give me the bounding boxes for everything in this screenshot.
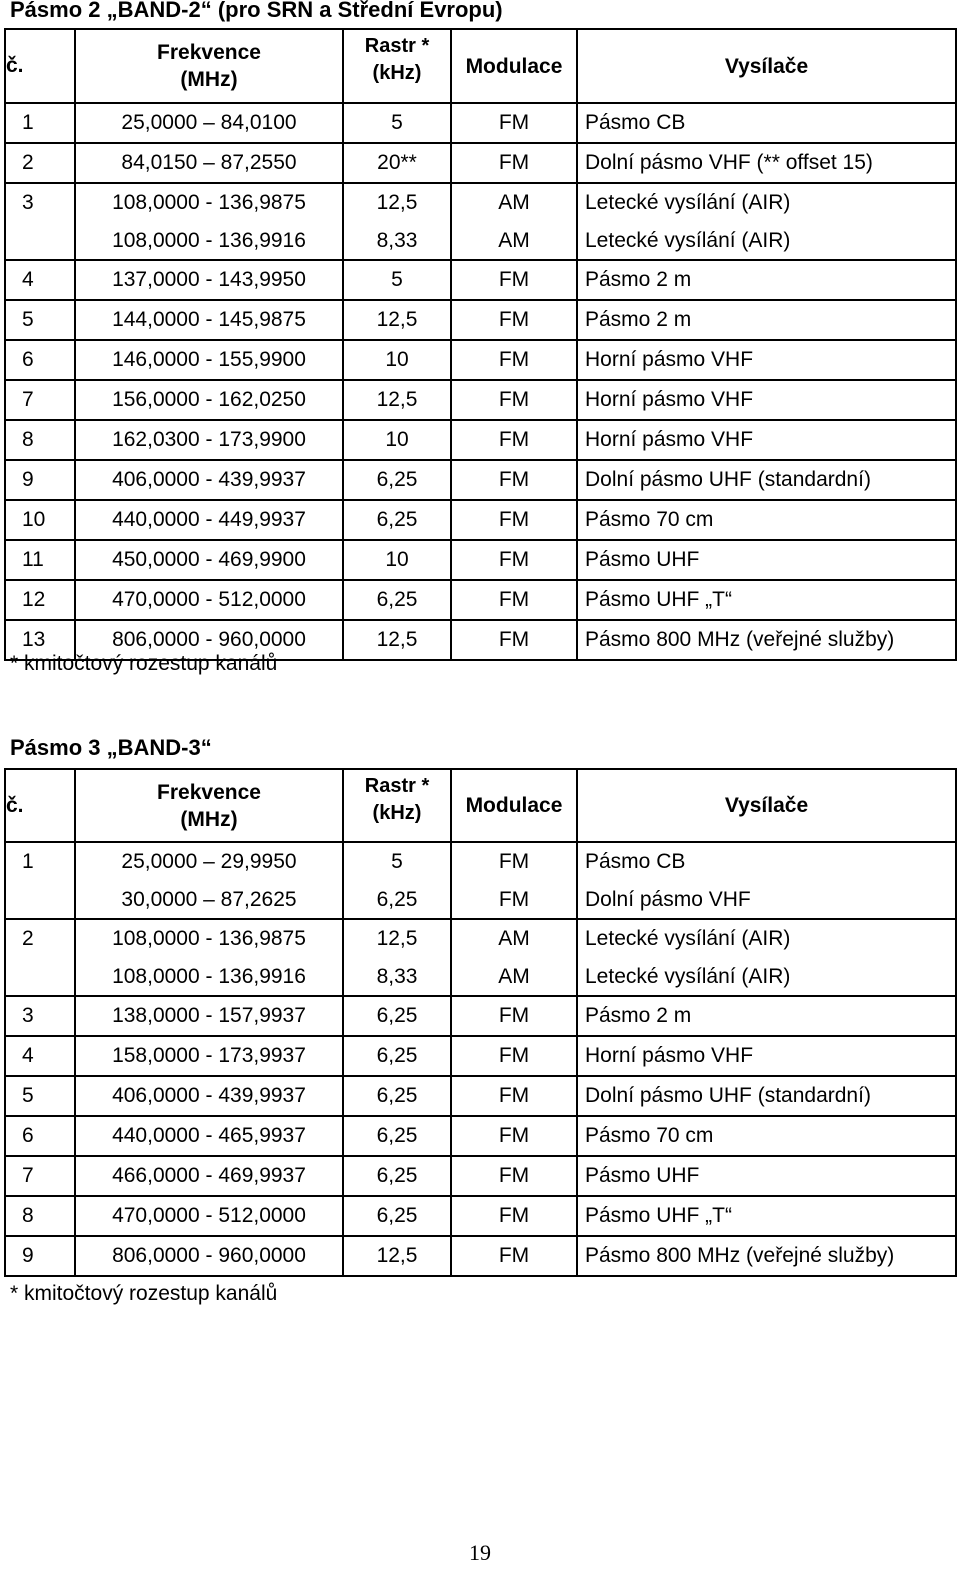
modulation-cell bbox=[451, 1036, 577, 1076]
transmitter-name-cell bbox=[577, 143, 956, 183]
transmitter-name: Pásmo CB bbox=[585, 850, 686, 873]
row-number-cell bbox=[5, 260, 75, 300]
table-row bbox=[5, 103, 956, 143]
frequency-range: 25,0000 – 84,0100 bbox=[121, 111, 297, 134]
transmitter-name-cell bbox=[577, 1156, 956, 1196]
row-number: 1 bbox=[22, 111, 34, 134]
modulation-cell bbox=[451, 1156, 577, 1196]
modulation: FM bbox=[498, 308, 530, 331]
modulation-cell bbox=[451, 183, 577, 260]
header-frequency-unit: (MHz) bbox=[180, 807, 238, 831]
raster-value: 10 bbox=[385, 428, 409, 451]
row-number: 10 bbox=[22, 508, 46, 531]
transmitter-name: Pásmo 2 m bbox=[585, 1004, 692, 1027]
raster-value: 5 bbox=[391, 111, 403, 134]
table-row bbox=[5, 842, 956, 919]
raster-value: 8,33 bbox=[376, 229, 418, 252]
row-number: 2 bbox=[22, 151, 34, 174]
row-number: 8 bbox=[22, 428, 34, 451]
row-number-cell bbox=[5, 380, 75, 420]
frequency-range: 440,0000 - 465,9937 bbox=[112, 1124, 306, 1147]
raster-value: 6,25 bbox=[376, 1164, 418, 1187]
table-row bbox=[5, 1156, 956, 1196]
row-number: 6 bbox=[22, 1124, 34, 1147]
frequency-range: 144,0000 - 145,9875 bbox=[112, 308, 306, 331]
raster-value-cell bbox=[343, 103, 451, 143]
raster-value: 6,25 bbox=[376, 1124, 418, 1147]
frequency-range: 108,0000 - 136,9916 bbox=[112, 965, 306, 988]
transmitter-name-cell bbox=[577, 300, 956, 340]
frequency-range-cell bbox=[75, 103, 343, 143]
raster-value-cell bbox=[343, 420, 451, 460]
raster-value: 6,25 bbox=[376, 1084, 418, 1107]
modulation-cell bbox=[451, 1196, 577, 1236]
frequency-range: 108,0000 - 136,9916 bbox=[112, 229, 306, 252]
transmitter-name: Pásmo UHF bbox=[585, 548, 700, 571]
frequency-range-cell bbox=[75, 380, 343, 420]
frequency-range-cell bbox=[75, 919, 343, 996]
row-number-cell bbox=[5, 540, 75, 580]
modulation: FM bbox=[498, 428, 530, 451]
raster-value-cell bbox=[343, 580, 451, 620]
row-number-spacer bbox=[6, 881, 74, 918]
raster-value-cell bbox=[343, 1156, 451, 1196]
frequency-range-cell bbox=[75, 260, 343, 300]
table-row bbox=[5, 380, 956, 420]
raster-value: 10 bbox=[385, 548, 409, 571]
frequency-range-cell bbox=[75, 1116, 343, 1156]
raster-value: 12,5 bbox=[376, 628, 418, 651]
raster-value-cell bbox=[343, 340, 451, 380]
modulation: FM bbox=[498, 588, 530, 611]
header-raster-label: Rastr * bbox=[364, 35, 430, 57]
table-row bbox=[5, 183, 956, 260]
table-row bbox=[5, 1116, 956, 1156]
modulation: AM bbox=[498, 927, 530, 950]
modulation: FM bbox=[498, 388, 530, 411]
raster-value: 6,25 bbox=[376, 588, 418, 611]
modulation-cell bbox=[451, 1236, 577, 1276]
modulation: FM bbox=[498, 548, 530, 571]
row-number-cell bbox=[5, 842, 75, 919]
raster-value-cell bbox=[343, 380, 451, 420]
frequency-range: 466,0000 - 469,9937 bbox=[112, 1164, 306, 1187]
raster-value: 6,25 bbox=[376, 888, 418, 911]
modulation: FM bbox=[498, 508, 530, 531]
modulation: FM bbox=[498, 1244, 530, 1267]
row-number-cell bbox=[5, 103, 75, 143]
transmitter-name: Dolní pásmo VHF (** offset 15) bbox=[585, 151, 873, 174]
transmitter-name-cell bbox=[577, 340, 956, 380]
modulation-cell bbox=[451, 143, 577, 183]
table-row bbox=[5, 1196, 956, 1236]
raster-value: 12,5 bbox=[376, 1244, 418, 1267]
raster-value-cell bbox=[343, 500, 451, 540]
modulation-cell bbox=[451, 1076, 577, 1116]
raster-value-cell bbox=[343, 540, 451, 580]
row-number-cell bbox=[5, 1156, 75, 1196]
row-number-spacer bbox=[6, 222, 74, 259]
header-frequency-unit: (MHz) bbox=[180, 68, 238, 91]
transmitter-name: Horní pásmo VHF bbox=[585, 388, 754, 411]
row-number: 1 bbox=[22, 850, 34, 873]
raster-value: 8,33 bbox=[376, 965, 418, 988]
modulation-cell bbox=[451, 420, 577, 460]
modulation: FM bbox=[498, 468, 530, 491]
frequency-range: 440,0000 - 449,9937 bbox=[112, 508, 306, 531]
modulation: FM bbox=[498, 348, 530, 371]
modulation: FM bbox=[498, 850, 530, 873]
frequency-range-cell bbox=[75, 300, 343, 340]
table-row bbox=[5, 1036, 956, 1076]
transmitter-name: Horní pásmo VHF bbox=[585, 428, 754, 451]
transmitter-name-cell bbox=[577, 919, 956, 996]
modulation-cell bbox=[451, 842, 577, 919]
raster-value: 12,5 bbox=[376, 388, 418, 411]
modulation: FM bbox=[498, 1204, 530, 1227]
row-number-cell bbox=[5, 420, 75, 460]
row-number-cell bbox=[5, 919, 75, 996]
row-number: 5 bbox=[22, 1084, 34, 1107]
raster-value-cell bbox=[343, 460, 451, 500]
band3-header-row bbox=[5, 769, 956, 842]
modulation: FM bbox=[498, 268, 530, 291]
frequency-range-cell bbox=[75, 143, 343, 183]
modulation-cell bbox=[451, 580, 577, 620]
frequency-range: 84,0150 – 87,2550 bbox=[121, 151, 297, 174]
raster-value-cell bbox=[343, 842, 451, 919]
modulation-cell bbox=[451, 380, 577, 420]
modulation-cell bbox=[451, 460, 577, 500]
raster-value: 6,25 bbox=[376, 1044, 418, 1067]
transmitter-name: Dolní pásmo UHF (standardní) bbox=[585, 468, 871, 491]
modulation: AM bbox=[498, 965, 530, 988]
transmitter-name-cell bbox=[577, 996, 956, 1036]
header-transmitters: Vysílače bbox=[577, 769, 956, 842]
modulation-cell bbox=[451, 919, 577, 996]
frequency-range-cell bbox=[75, 1156, 343, 1196]
header-modulation: Modulace bbox=[451, 769, 577, 842]
table-row bbox=[5, 420, 956, 460]
frequency-range: 30,0000 – 87,2625 bbox=[121, 888, 297, 911]
frequency-range: 162,0300 - 173,9900 bbox=[112, 428, 306, 451]
header-raster-unit: (kHz) bbox=[372, 62, 422, 84]
transmitter-name-cell bbox=[577, 1036, 956, 1076]
frequency-range-cell bbox=[75, 842, 343, 919]
header-number: č. bbox=[5, 769, 75, 842]
row-number-spacer bbox=[6, 958, 74, 995]
raster-value: 12,5 bbox=[376, 191, 418, 214]
header-raster bbox=[343, 769, 451, 842]
table-row bbox=[5, 919, 956, 996]
raster-value: 20** bbox=[377, 151, 417, 174]
frequency-range: 25,0000 – 29,9950 bbox=[121, 850, 297, 873]
raster-value: 6,25 bbox=[376, 1204, 418, 1227]
raster-value: 5 bbox=[391, 850, 403, 873]
row-number-cell bbox=[5, 1196, 75, 1236]
row-number-cell bbox=[5, 460, 75, 500]
modulation-cell bbox=[451, 500, 577, 540]
raster-value: 12,5 bbox=[376, 927, 418, 950]
frequency-range-cell bbox=[75, 340, 343, 380]
transmitter-name-cell bbox=[577, 380, 956, 420]
row-number-cell bbox=[5, 300, 75, 340]
table-row bbox=[5, 580, 956, 620]
frequency-range: 406,0000 - 439,9937 bbox=[112, 1084, 306, 1107]
transmitter-name-cell bbox=[577, 620, 956, 660]
transmitter-name: Dolní pásmo UHF (standardní) bbox=[585, 1084, 871, 1107]
row-number-cell bbox=[5, 340, 75, 380]
modulation-cell bbox=[451, 260, 577, 300]
row-number: 5 bbox=[22, 308, 34, 331]
modulation-cell bbox=[451, 1116, 577, 1156]
frequency-range: 806,0000 - 960,0000 bbox=[112, 1244, 306, 1267]
frequency-range: 450,0000 - 469,9900 bbox=[112, 548, 306, 571]
frequency-range: 470,0000 - 512,0000 bbox=[112, 588, 306, 611]
transmitter-name: Pásmo 70 cm bbox=[585, 508, 714, 531]
frequency-range-cell bbox=[75, 460, 343, 500]
raster-value-cell bbox=[343, 183, 451, 260]
raster-value-cell bbox=[343, 996, 451, 1036]
transmitter-name: Letecké vysílání (AIR) bbox=[585, 229, 791, 252]
transmitter-name-cell bbox=[577, 1236, 956, 1276]
transmitter-name: Letecké vysílání (AIR) bbox=[585, 965, 791, 988]
raster-value-cell bbox=[343, 1036, 451, 1076]
row-number-cell bbox=[5, 1076, 75, 1116]
transmitter-name: Horní pásmo VHF bbox=[585, 348, 754, 371]
row-number-cell bbox=[5, 183, 75, 260]
transmitter-name: Pásmo 2 m bbox=[585, 308, 692, 331]
frequency-range: 470,0000 - 512,0000 bbox=[112, 1204, 306, 1227]
table-row bbox=[5, 260, 956, 300]
transmitter-name-cell bbox=[577, 580, 956, 620]
row-number: 8 bbox=[22, 1204, 34, 1227]
modulation-cell bbox=[451, 996, 577, 1036]
raster-value: 6,25 bbox=[376, 1004, 418, 1027]
modulation: FM bbox=[498, 1124, 530, 1147]
frequency-range-cell bbox=[75, 183, 343, 260]
row-number-cell bbox=[5, 1236, 75, 1276]
frequency-range: 137,0000 - 143,9950 bbox=[112, 268, 306, 291]
row-number-cell bbox=[5, 1036, 75, 1076]
table-row bbox=[5, 996, 956, 1036]
frequency-range: 146,0000 - 155,9900 bbox=[112, 348, 306, 371]
modulation: AM bbox=[498, 191, 530, 214]
modulation-cell bbox=[451, 340, 577, 380]
table-row bbox=[5, 500, 956, 540]
header-frequency bbox=[75, 29, 343, 103]
raster-value-cell bbox=[343, 919, 451, 996]
raster-value: 5 bbox=[391, 268, 403, 291]
transmitter-name-cell bbox=[577, 500, 956, 540]
band3-footnote: * kmitočtový rozestup kanálů bbox=[10, 1282, 278, 1305]
row-number: 9 bbox=[22, 1244, 34, 1267]
band3-title: Pásmo 3 „BAND-3“ bbox=[10, 735, 212, 760]
band2-header-row bbox=[5, 29, 956, 103]
frequency-range: 406,0000 - 439,9937 bbox=[112, 468, 306, 491]
transmitter-name-cell bbox=[577, 1196, 956, 1236]
modulation: AM bbox=[498, 229, 530, 252]
raster-value-cell bbox=[343, 1076, 451, 1116]
modulation-cell bbox=[451, 620, 577, 660]
raster-value-cell bbox=[343, 1196, 451, 1236]
transmitter-name: Horní pásmo VHF bbox=[585, 1044, 754, 1067]
table-row bbox=[5, 143, 956, 183]
row-number: 11 bbox=[22, 548, 44, 571]
modulation: FM bbox=[498, 1164, 530, 1187]
header-modulation: Modulace bbox=[451, 29, 577, 103]
frequency-range-cell bbox=[75, 500, 343, 540]
frequency-range-cell bbox=[75, 1196, 343, 1236]
frequency-range-cell bbox=[75, 540, 343, 580]
raster-value: 12,5 bbox=[376, 308, 418, 331]
frequency-range: 108,0000 - 136,9875 bbox=[112, 927, 306, 950]
row-number: 4 bbox=[22, 1044, 34, 1067]
header-number: č. bbox=[5, 29, 75, 103]
raster-value-cell bbox=[343, 1116, 451, 1156]
modulation-cell bbox=[451, 540, 577, 580]
band2-title: Pásmo 2 „BAND-2“ (pro SRN a Střední Evropu) bbox=[10, 0, 503, 22]
transmitter-name: Dolní pásmo VHF bbox=[585, 888, 751, 911]
raster-value-cell bbox=[343, 620, 451, 660]
raster-value: 6,25 bbox=[376, 468, 418, 491]
modulation: FM bbox=[498, 151, 530, 174]
header-raster bbox=[343, 29, 451, 103]
raster-value-cell bbox=[343, 300, 451, 340]
transmitter-name-cell bbox=[577, 540, 956, 580]
transmitter-name: Pásmo 800 MHz (veřejné služby) bbox=[585, 628, 895, 651]
transmitter-name-cell bbox=[577, 260, 956, 300]
row-number-cell bbox=[5, 1116, 75, 1156]
band3-table bbox=[4, 768, 957, 1277]
frequency-range: 156,0000 - 162,0250 bbox=[112, 388, 306, 411]
raster-value-cell bbox=[343, 1236, 451, 1276]
transmitter-name: Pásmo UHF bbox=[585, 1164, 700, 1187]
table-row bbox=[5, 340, 956, 380]
frequency-range-cell bbox=[75, 580, 343, 620]
header-frequency-label: Frekvence bbox=[157, 41, 261, 64]
row-number: 7 bbox=[22, 1164, 34, 1187]
raster-value-cell bbox=[343, 260, 451, 300]
frequency-range: 138,0000 - 157,9937 bbox=[112, 1004, 306, 1027]
transmitter-name: Pásmo UHF „T“ bbox=[585, 588, 732, 611]
header-frequency bbox=[75, 769, 343, 842]
frequency-range: 108,0000 - 136,9875 bbox=[112, 191, 306, 214]
row-number-cell bbox=[5, 996, 75, 1036]
raster-value: 6,25 bbox=[376, 508, 418, 531]
transmitter-name-cell bbox=[577, 1116, 956, 1156]
transmitter-name-cell bbox=[577, 460, 956, 500]
row-number: 7 bbox=[22, 388, 34, 411]
table-row bbox=[5, 540, 956, 580]
row-number-cell bbox=[5, 580, 75, 620]
row-number: 6 bbox=[22, 348, 34, 371]
frequency-range-cell bbox=[75, 996, 343, 1036]
row-number: 4 bbox=[22, 268, 34, 291]
band2-table bbox=[4, 28, 957, 661]
header-frequency-label: Frekvence bbox=[157, 780, 261, 804]
page-number: 19 bbox=[469, 1540, 491, 1565]
transmitter-name: Pásmo CB bbox=[585, 111, 686, 134]
frequency-range-cell bbox=[75, 420, 343, 460]
modulation-cell bbox=[451, 300, 577, 340]
transmitter-name: Letecké vysílání (AIR) bbox=[585, 191, 791, 214]
frequency-range: 158,0000 - 173,9937 bbox=[112, 1044, 306, 1067]
transmitter-name-cell bbox=[577, 842, 956, 919]
modulation: FM bbox=[498, 628, 530, 651]
transmitter-name: Pásmo 2 m bbox=[585, 268, 692, 291]
frequency-range-cell bbox=[75, 1036, 343, 1076]
transmitter-name-cell bbox=[577, 103, 956, 143]
header-transmitters: Vysílače bbox=[577, 29, 956, 103]
header-raster-unit: (kHz) bbox=[372, 802, 422, 824]
transmitter-name: Pásmo 70 cm bbox=[585, 1124, 714, 1147]
modulation: FM bbox=[498, 1004, 530, 1027]
table-row bbox=[5, 1236, 956, 1276]
frequency-range-cell bbox=[75, 1236, 343, 1276]
band2-footnote: * kmitočtový rozestup kanálů bbox=[10, 652, 278, 675]
transmitter-name: Letecké vysílání (AIR) bbox=[585, 927, 791, 950]
modulation: FM bbox=[498, 1044, 530, 1067]
row-number: 2 bbox=[22, 927, 34, 950]
transmitter-name-cell bbox=[577, 420, 956, 460]
raster-value: 10 bbox=[385, 348, 409, 371]
transmitter-name: Pásmo UHF „T“ bbox=[585, 1204, 732, 1227]
table-row bbox=[5, 1076, 956, 1116]
modulation-cell bbox=[451, 103, 577, 143]
raster-value-cell bbox=[343, 143, 451, 183]
row-number: 3 bbox=[22, 191, 34, 214]
row-number: 12 bbox=[22, 588, 46, 611]
row-number-cell bbox=[5, 143, 75, 183]
row-number-cell bbox=[5, 500, 75, 540]
table-row bbox=[5, 300, 956, 340]
row-number: 3 bbox=[22, 1004, 34, 1027]
transmitter-name-cell bbox=[577, 183, 956, 260]
modulation: FM bbox=[498, 111, 530, 134]
transmitter-name: Pásmo 800 MHz (veřejné služby) bbox=[585, 1244, 895, 1267]
header-raster-label: Rastr * bbox=[364, 775, 430, 797]
row-number: 9 bbox=[22, 468, 34, 491]
modulation: FM bbox=[498, 1084, 530, 1107]
row-number: 13 bbox=[22, 628, 46, 651]
table-row bbox=[5, 460, 956, 500]
modulation: FM bbox=[498, 888, 530, 911]
frequency-range: 806,0000 - 960,0000 bbox=[112, 628, 306, 651]
transmitter-name-cell bbox=[577, 1076, 956, 1116]
frequency-range-cell bbox=[75, 1076, 343, 1116]
